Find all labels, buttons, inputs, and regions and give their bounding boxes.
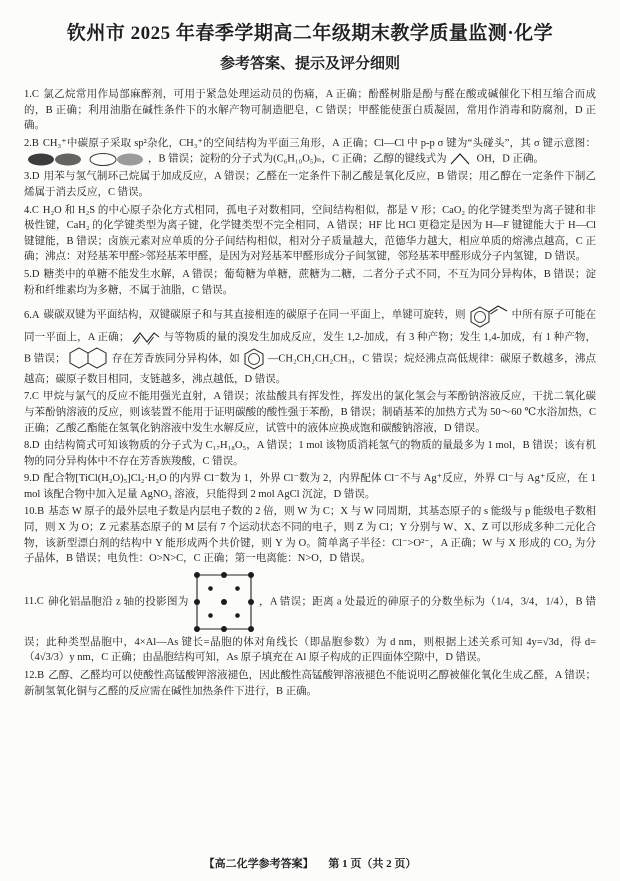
answer-label: 7.C [24,391,39,403]
fused-ring-structure-icon [68,346,110,372]
answer-text: ，C 错误；烷烃沸点高低规律：碳原子数越多，沸点越高；碳原子数目相同，支链越多，沸点越低，D 错误。 [24,353,596,385]
answer-text: ，B 错误；淀粉的分子式为(C₆H₁₀O₅)ₙ，C 正确；乙醇的键线式为 [148,153,447,165]
answer-label: 5.D [24,268,40,280]
answer-text: CH₃⁺中碳原子采取 sp²杂化，CH₃⁺的空间结构为平面三角形，A 正确；Cl—Cl 中 p-p σ 键为“头碰头”，其 σ 键示意图： [42,137,596,149]
answer-text: ，D 正确。 [491,153,544,165]
ethanol-skeletal-structure-icon [449,151,475,167]
answer-label: 3.D [24,171,40,183]
answer-text: 基态 W 原子的最外层电子数是内层电子数的 2 倍，则 W 为 C；X 与 W 同周期，其基态原子的 s 能级与 p 能级电子数相同，则 X 为 O；Z 元素基态原子的 M 层有 7 个运动状态不同的电子，则 Z 为 Cl；Y 分别与 W、X、Z 可以形成多种二元化合物，该新型漂白剂的结构中 Y 能形成两个共价键，则 Y 为 O。简单离子半径：Cl⁻>O²⁻，A 正确；W 与 X 形成的 CO₂ 为分子晶体，B 错误；电负性：O>N>C，C 正确；第一电离能：N>O，D 错误。 [24,506,596,565]
answer-item-7 [24,389,596,436]
answer-text: 中所有原子可能在同一平面上，A 正确； [24,309,597,344]
footer-title: 【高二化学参考答案】 [203,858,314,870]
answer-label: 9.D [24,473,40,485]
crystal-cell-projection-diagram [191,569,257,635]
answer-text: 砷化铝晶胞沿 z 轴的投影图为 [47,596,189,608]
answer-label: 10.B [24,506,45,518]
butadiene-structure-icon [131,330,161,345]
answer-label: 11.C [24,596,44,608]
answer-item-2 [24,136,596,168]
answer-text: 糖类中的单糖不能发生水解，A 错误；葡萄糖为单糖，蔗糖为二糖，二者分子式不同，不互为同分异构体，B 错误；淀粉和纤维素均为多糖，不属于油脂，C 错误。 [24,268,596,296]
answer-text: 用苯与氢气制环己烷属于加成反应，A 错误；乙醛在一定条件下制乙酸是氧化反应，B 错误；用乙醇在一定条件下制乙烯属于消去反应，C 错误。 [24,171,596,198]
answer-item-1 [24,87,596,134]
answer-label: 2.B [24,137,39,149]
answer-item-4 [24,203,596,265]
answer-text: 乙醇、乙醛均可以使酸性高锰酸钾溶液褪色，因此酸性高锰酸钾溶液褪色不能说明乙醇被催化氧化生成乙醛，A 错误；新制氢氧化铜与乙醛的反应需在碱性加热条件下进行，B 正确。 [24,670,596,697]
answer-text: 甲烷与氯气的反应不能用强光直射，A 错误；浓盐酸具有挥发性，挥发出的氯化氢会与苯酚钠溶液反应，干扰二氧化碳与苯酚钠溶液的反应，则该装置不能用于证明碳酸的酸性强于苯酚，B 错误；制硝基苯的加热方式为 50～60 ℃水浴加热，C 正确；乙酸乙酯能在氢氧化钠溶液中发生水解反应，试管中的液体应换成饱和碳酸钠溶液，D 错误。 [24,391,596,434]
answer-item-5 [24,267,596,298]
styrene-structure-icon [468,300,510,330]
answer-text: 由结构简式可知该物质的分子式为 C₁₇H₁₈O₅，A 错误；1 mol 该物质消耗氢气的物质的量最多为 1 mol，B 错误；该有机物的同分异构体中不存在芳香族羧酸，C 错误。 [24,440,596,467]
butyl-chain-label: —CH₂CH₂CH₂CH₃ [267,353,352,365]
page-footer [0,855,620,871]
answer-label: 8.D [24,440,40,452]
page-subtitle: 参考答案、提示及评分细则 [219,56,400,72]
page-title: 钦州市 2025 年春季学期高二年级期末教学质量监测·化学 [66,23,554,44]
ethanol-oh-label: OH [476,153,492,165]
answer-text: ，A 错误；距离 a 处最近的砷原子的分数坐标为（1/4，3/4，1/4），B 错误；此种类型晶胞中，4×Al—As 键长=晶胞的体对角线长（即晶胞参数）为 d nm，则根据上述关系可知 4y=√3d，得 d=（4√3/3）y nm，C 正确；由晶胞结构可知，As 原子填充在 Al 原子构成的正四面体空隙中，D 错误。 [24,596,596,664]
answer-text: 氯乙烷常用作局部麻醉剂，可用于紧急处理运动员的伤痛，A 正确；酚醛树脂是酚与醛在酸或碱催化下相互缩合而成的，B 正确；利用油脂在碱性条件下的水解产物可制造肥皂，C 错误；甲醛能使蛋白质凝固，常用作消毒和防腐剂，D 正确。 [24,89,596,132]
answer-item-10 [24,504,596,566]
sigma-bond-orbital-diagram2-icon [88,152,146,167]
answer-item-9 [24,471,596,502]
sigma-bond-orbital-diagram-icon [26,152,84,167]
answer-text: 与等物质的量的溴发生加成反应，发生 1,2-加成，有 3 种产物；发生 1,4-加成，有 1 种产物，B 错误； [24,332,596,365]
benzene-ring-icon [242,347,266,371]
answer-text: 碳碳双键为平面结构，双键碳原子和与其直接相连的碳原子在同一平面上，单键可旋转，则 [43,309,466,321]
answer-text: 配合物[TiCl(H₂O)₅]Cl₂·H₂O 的内界 Cl⁻数为 1，外界 Cl⁻数为 2，内界配体 Cl⁻不与 Ag⁺反应，外界 Cl⁻与 Ag⁺反应，在 1 mol 该配合物中加入足量 AgNO₃ 溶液，只能得到 2 mol AgCl 沉淀，D 错误。 [24,473,596,500]
answer-label: 6.A [24,309,40,321]
answer-item-11 [24,569,596,666]
answer-label: 4.C [24,204,39,216]
footer-page-number: 第 1 页（共 2 页） [328,858,417,870]
answer-item-6 [24,300,596,387]
answer-item-3 [24,169,596,200]
answer-label: 12.B [24,670,45,682]
answer-list [24,87,596,699]
answer-item-8 [24,438,596,469]
answer-text: 存在芳香族同分异构体，如 [111,353,240,365]
answer-item-12 [24,668,596,699]
answer-text: H₂O 和 H₂S 的中心原子杂化方式相同，孤电子对数相同，空间结构相似，都是 V 形；CaO₂ 的化学键类型为离子键和非极性键，CaH₂ 的化学键类型为离子键，化学键类型不完全相同，A 错误；HF 比 HCl 更稳定是因为 H—F 键键能大于 H—Cl 键键能，B 错误；卤族元素对应单质的分子间结构相似，相对分子质量越大，范德华力越大，相应单质的熔沸点越高，C 正确；沸点：对羟基苯甲醛>邻羟基苯甲醛，是因为对羟基苯甲醛形成分子间氢键，邻羟基苯甲醛形成分子内氢键，D 错误。 [24,204,596,263]
answer-label: 1.C [24,89,39,100]
